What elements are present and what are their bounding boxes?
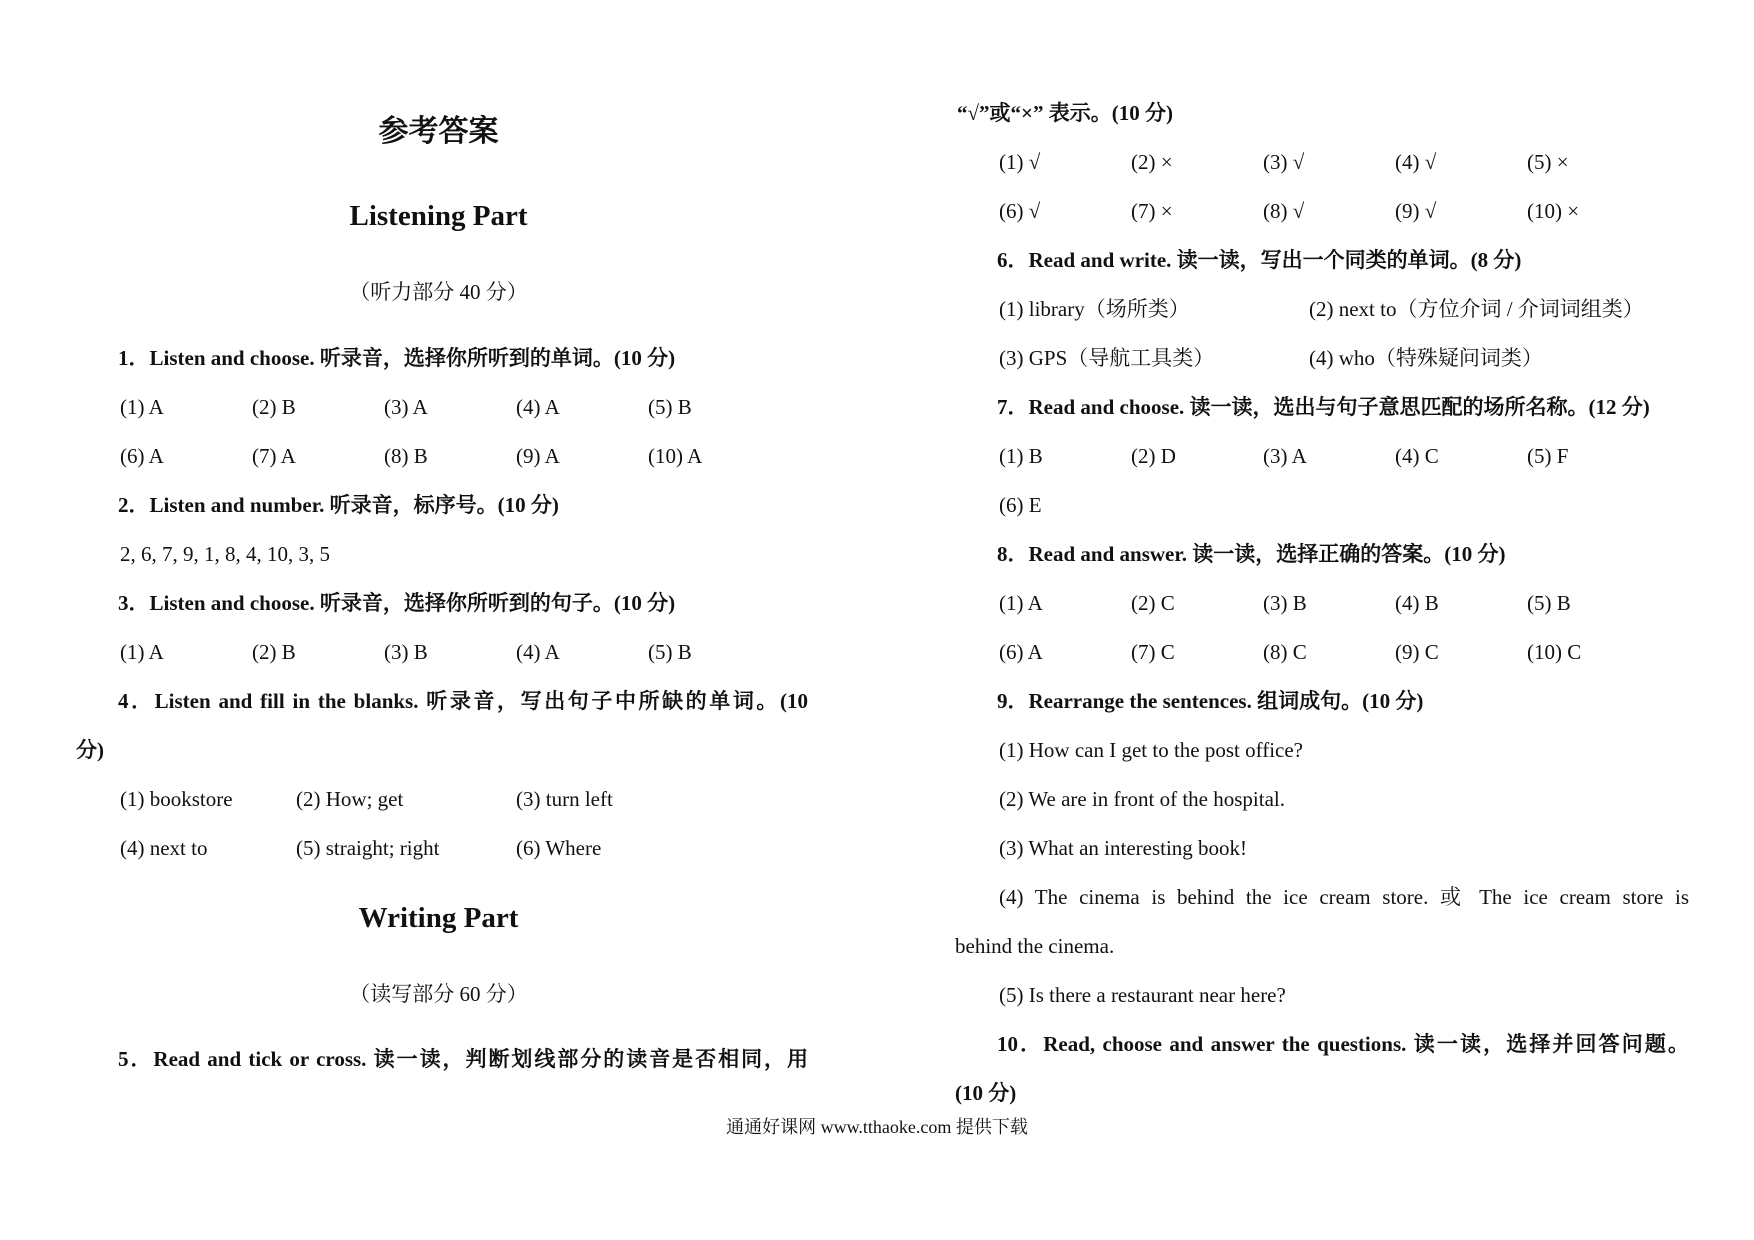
q7-heading: 7．Read and choose. 读一读，选出与句子意思匹配的场所名称。(12 分) (997, 395, 1650, 419)
answer: (6) A (120, 444, 164, 468)
answer: (3) turn left (516, 787, 613, 811)
q9-answer-4-line2: behind the cinema. (955, 934, 1115, 958)
answer: (2) B (252, 640, 296, 664)
q9-answer-2: (2) We are in front of the hospital. (999, 787, 1286, 811)
answer: (3) GPS（导航工具类） (999, 346, 1215, 370)
answer: (1) B (999, 444, 1043, 468)
answer: (4) √ (1395, 150, 1437, 174)
q10-heading-line2: (10 分) (955, 1081, 1017, 1105)
listening-part-title: Listening Part (349, 200, 528, 232)
answer: (8) B (384, 444, 428, 468)
answer: (9) C (1395, 640, 1439, 664)
answer: (2) C (1131, 591, 1175, 615)
answer: (2) B (252, 395, 296, 419)
q2-heading: 2．Listen and number. 听录音，标序号。(10 分) (118, 493, 559, 517)
answer: (1) A (999, 591, 1043, 615)
answer: (8) C (1263, 640, 1307, 664)
answer: (5) B (1527, 591, 1571, 615)
q9-answer-1: (1) How can I get to the post office? (999, 738, 1304, 762)
answer: (1) √ (999, 150, 1041, 174)
q3-heading: 3．Listen and choose. 听录音，选择你所听到的句子。(10 分) (118, 591, 676, 615)
q8-heading: 8．Read and answer. 读一读，选择正确的答案。(10 分) (997, 542, 1506, 566)
answer: (5) × (1527, 150, 1569, 174)
answer: (4) next to (120, 836, 208, 860)
q9-heading: 9．Rearrange the sentences. 组词成句。(10 分) (997, 689, 1424, 713)
q5-heading-line2: “√”或“×” 表示。(10 分) (957, 101, 1173, 125)
answer: (6) E (999, 493, 1042, 517)
page-footer: 通通好课网 www.tthaoke.com 提供下载 (726, 1117, 1028, 1137)
answer: (7) C (1131, 640, 1175, 664)
answer: (1) A (120, 395, 164, 419)
listening-part-subtitle: （听力部分 40 分） (349, 280, 528, 304)
answer: (10) × (1527, 199, 1580, 223)
answer: (1) A (120, 640, 164, 664)
answer: (2) × (1131, 150, 1173, 174)
answer: (10) C (1527, 640, 1582, 664)
answer: (2) D (1131, 444, 1176, 468)
q4-heading-line2: 分) (76, 738, 104, 762)
answer: (6) √ (999, 199, 1041, 223)
q1-heading: 1．Listen and choose. 听录音，选择你所听到的单词。(10 分) (118, 346, 676, 370)
answer: (4) A (516, 395, 560, 419)
writing-part-subtitle: （读写部分 60 分） (349, 982, 528, 1006)
q6-heading: 6．Read and write. 读一读，写出一个同类的单词。(8 分) (997, 248, 1522, 272)
answer: (2) next to（方位介词 / 介词词组类） (1309, 297, 1644, 321)
q2-answer: 2, 6, 7, 9, 1, 8, 4, 10, 3, 5 (120, 542, 330, 566)
answer: (6) Where (516, 836, 602, 860)
answer: (3) A (1263, 444, 1307, 468)
answer: (6) A (999, 640, 1043, 664)
answer: (1) library（场所类） (999, 297, 1190, 321)
answer: (9) A (516, 444, 560, 468)
answer: (9) √ (1395, 199, 1437, 223)
answer: (7) × (1131, 199, 1173, 223)
answer: (2) How; get (296, 787, 404, 811)
answer: (4) who（特殊疑问词类） (1309, 346, 1543, 370)
q9-answer-3: (3) What an interesting book! (999, 836, 1248, 860)
writing-part-title: Writing Part (358, 902, 519, 934)
answer: (5) F (1527, 444, 1569, 468)
answer: (7) A (252, 444, 296, 468)
answer: (8) √ (1263, 199, 1305, 223)
q9-answer-5: (5) Is there a restaurant near here? (999, 983, 1286, 1007)
answer: (5) B (648, 395, 692, 419)
page-title: 参考答案 (378, 115, 499, 148)
answer: (4) B (1395, 591, 1439, 615)
q4-heading-line1: 4．Listen and fill in the blanks. 听录音，写出句子中所缺的单词。(10 (118, 689, 808, 713)
answer: (5) straight; right (296, 836, 440, 860)
answer: (3) B (1263, 591, 1307, 615)
answer: (4) A (516, 640, 560, 664)
answer: (3) √ (1263, 150, 1305, 174)
answer: (3) B (384, 640, 428, 664)
answer: (5) B (648, 640, 692, 664)
q10-heading-line1: 10．Read, choose and answer the questions. 读一读，选择并回答问题。 (997, 1032, 1689, 1056)
q9-answer-4-line1: (4) The cinema is behind the ice cream store. 或 The ice cream store is (999, 885, 1689, 909)
answer: (1) bookstore (120, 787, 233, 811)
answer: (4) C (1395, 444, 1439, 468)
answer: (10) A (648, 444, 703, 468)
answer: (3) A (384, 395, 428, 419)
q5-heading-line1: 5．Read and tick or cross. 读一读，判断划线部分的读音是否相同，用 (118, 1047, 808, 1071)
